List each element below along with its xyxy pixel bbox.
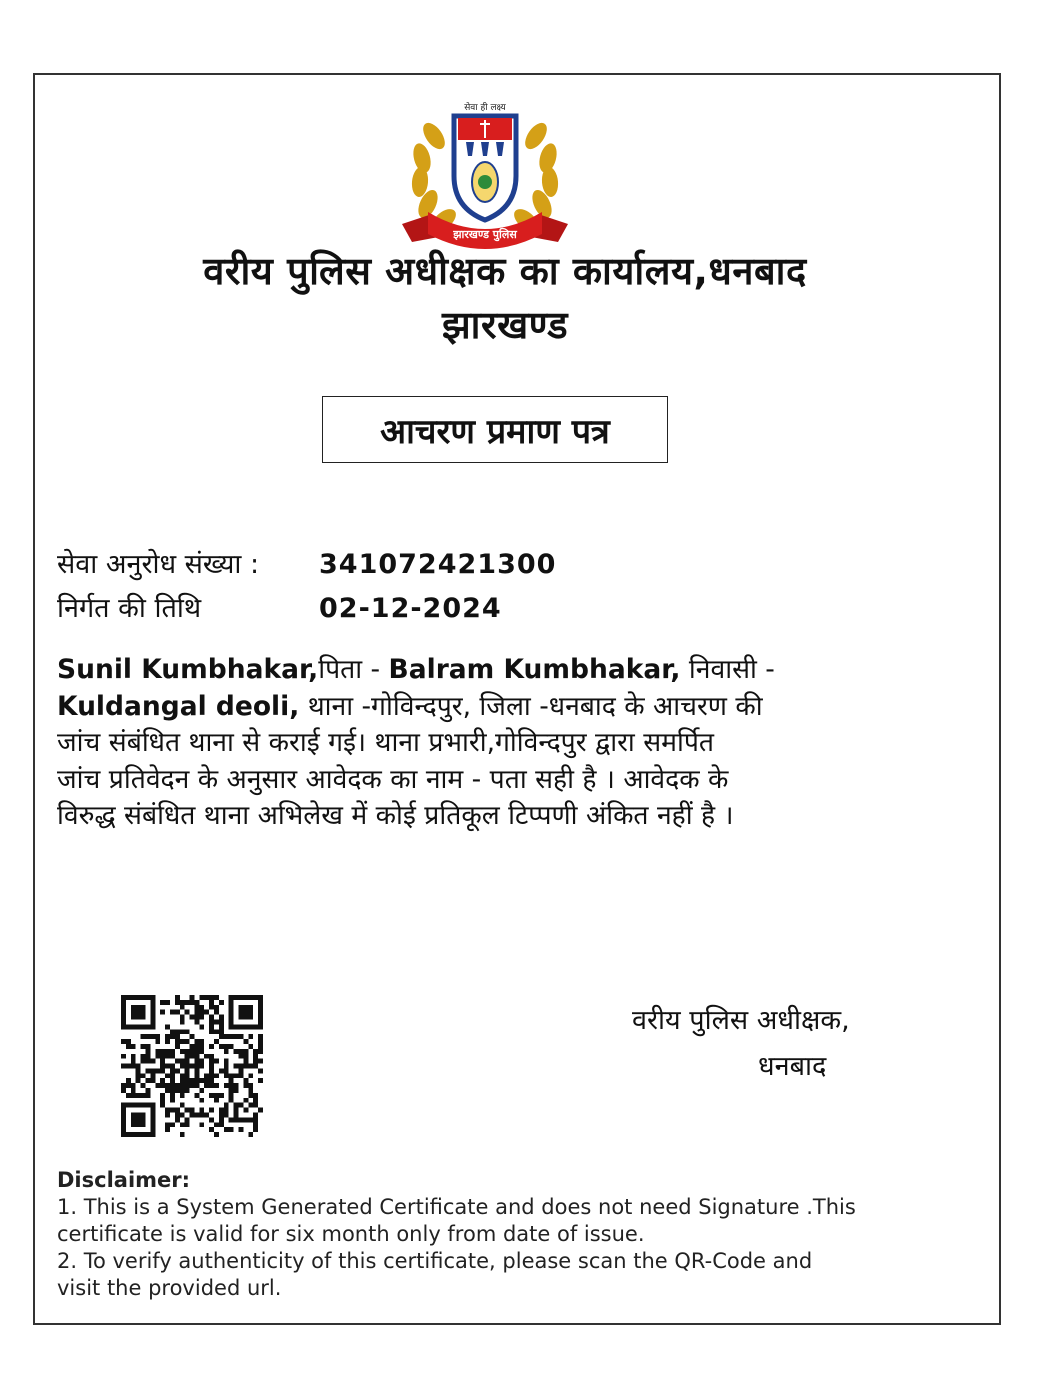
issue-date-row (57, 592, 502, 626)
applicant-name: Sunil Kumbhakar, (57, 654, 319, 685)
signatory-block (620, 998, 930, 1090)
issue-date-label: निर्गत की तिथि (57, 593, 202, 624)
certificate-body (57, 652, 937, 835)
body-line-3: जांच संबंधित थाना से कराई गई। थाना प्रभारी,गोविन्दपुर द्वारा समर्पित (57, 727, 714, 758)
father-name: Balram Kumbhakar, (388, 654, 681, 685)
issue-date-value: 02-12-2024 (319, 593, 502, 624)
office-title-line2: झारखण्ड (441, 303, 569, 347)
qr-finder-pattern (239, 1005, 254, 1020)
qr-finder-pattern (131, 1005, 146, 1020)
office-title (60, 244, 950, 352)
police-emblem-icon (392, 96, 578, 256)
certificate-title: आचरण प्रमाण पत्र (322, 396, 668, 463)
qr-finder-pattern (131, 1113, 146, 1128)
body-line-2 (57, 689, 937, 726)
body-line-5: विरुद्ध संबंधित थाना अभिलेख में कोई प्रतिकूल टिप्पणी अंकित नहीं है । (57, 800, 734, 831)
body-line-2-rest: थाना -गोविन्दपुर, जिला -धनबाद के आचरण की (299, 690, 763, 722)
resident-label: निवासी - (680, 654, 775, 685)
disclaimer-line-4: visit the provided url. (57, 1276, 282, 1300)
disclaimer-line-2: certificate is valid for six month only from date of issue. (57, 1222, 645, 1246)
request-number-row (57, 548, 556, 582)
emblem-motto: सेवा ही लक्ष्य (464, 103, 506, 113)
disclaimer-heading: Disclaimer: (57, 1168, 191, 1192)
request-number-value: 341072421300 (319, 549, 557, 580)
body-line-1 (57, 652, 937, 689)
body-line-4: जांच प्रतिवेदन के अनुसार आवेदक का नाम - पता सही है । आवेदक के (57, 763, 729, 795)
disclaimer-line-1: 1. This is a System Generated Certificate and does not need Signature .This (57, 1195, 856, 1219)
father-label: पिता - (318, 654, 389, 685)
office-title-line1: वरीय पुलिस अधीक्षक का कार्यालय,धनबाद (203, 249, 807, 293)
signatory-title: वरीय पुलिस अधीक्षक, (632, 1005, 850, 1036)
disclaimer-line-3: 2. To verify authenticity of this certificate, please scan the QR-Code and (57, 1249, 813, 1273)
signatory-location: धनबाद (758, 1051, 827, 1082)
village-name: Kuldangal deoli, (57, 690, 300, 722)
qr-code-icon[interactable] (121, 995, 263, 1137)
request-number-label: सेवा अनुरोध संख्या : (57, 549, 260, 580)
disclaimer (57, 1167, 957, 1302)
emblem-ribbon-text: झारखण्ड पुलिस (453, 228, 517, 241)
